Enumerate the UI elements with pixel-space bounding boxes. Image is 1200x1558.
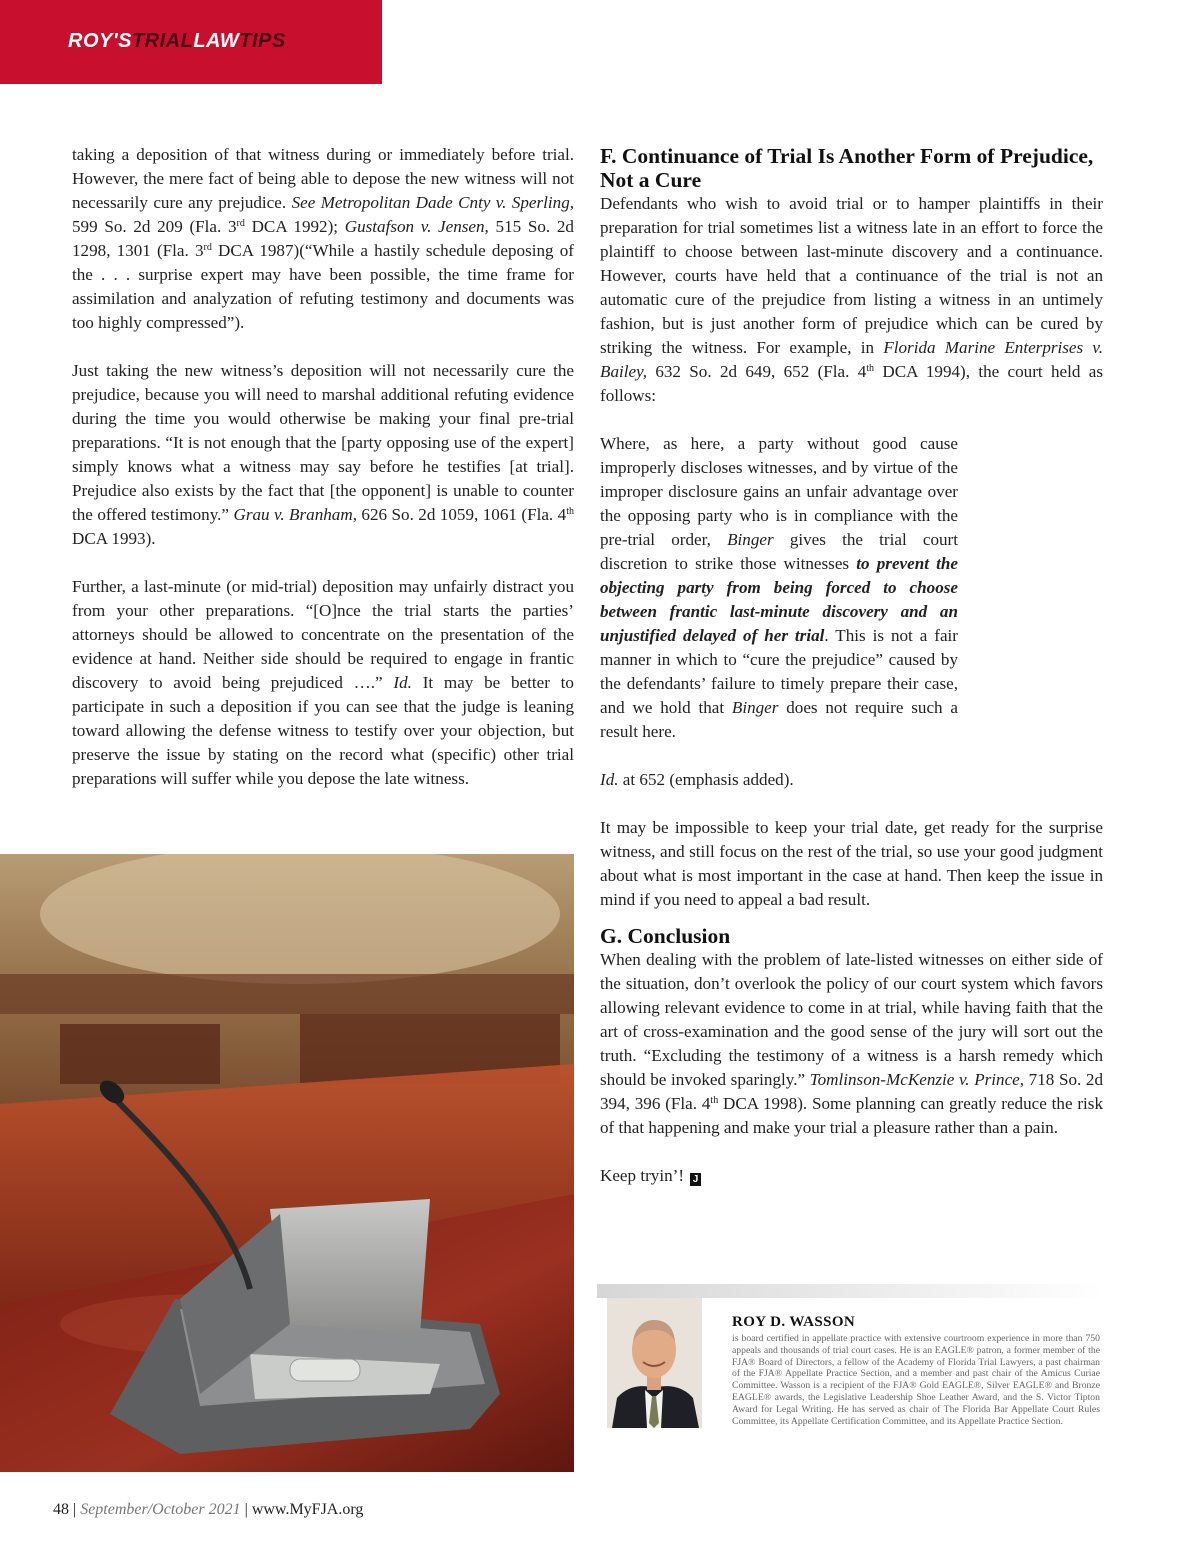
heading-conclusion: G. Conclusion xyxy=(600,924,731,948)
end-mark-icon: J xyxy=(690,1173,701,1186)
header-banner xyxy=(0,0,382,84)
block-quote: Where, as here, a party without good cause improperly discloses witnesses, and by virtue of the improper disclosure gains an unfair advantage over the opposing party who is in compliance with the pre-trial order, Binger gives the trial court discretion to strike those witnesses to prevent the objecting party from being forced to choose between frantic last-minute discovery and an unjustified delayed of her trial. This is not a fair manner in which to “cure the prejudice” caused by the defendants’ failure to timely prepare their case, and we hold that Binger does not require such a result here. xyxy=(600,434,958,741)
column-brand: ROY'STRIALLAWTIPS xyxy=(68,30,286,52)
author-bio: is board certified in appellate practice with extensive courtroom experience in more than 750 appeals and thousands of trial court cases. He is an EAGLE® patron, a former member of the FJA® Board of Directors, a fellow of the Academy of Florida Trial Lawyers, a past chairman of the FJA® Appellate Practice Section, and a member and past chair of the Amicus Curiae Committee. Wasson is a recipient of the FJA® Gold EAGLE®, Silver EAGLE® and Bronze EAGLE® awards, the Legislative Leadership Shoe Leather Award, and the S. Victor Tipton Award for Legal Writing. He has served as chair of The Florida Bar Appellate Court Rules Committee, its Appellate Certification Committee, and its Appellate Practice Section. xyxy=(732,1333,1100,1427)
page-footer: 48 | September/October 2021 | www.MyFJA.org xyxy=(53,1501,364,1518)
right-column xyxy=(600,143,1103,1212)
paragraph-conclusion: When dealing with the problem of late-listed witnesses on either side of the situation, don’t overlook the policy of our court system which favors allowing relevant evidence to come in at trial, while having faith that the art of cross-examination and the good sense of the jury will sort out the truth. “Excluding the testimony of a witness is a harsh remedy which should be invoked sparingly.” Tomlinson-McKenzie v. Prince, 718 So. 2d 394, 396 (Fla. 4th DCA 1998). Some planning can greatly reduce the risk of that happening and make your trial a pleasure rather than a pain. xyxy=(600,950,1103,1137)
signoff: Keep tryin’! J xyxy=(600,1164,1103,1188)
courtroom-illustration xyxy=(0,854,574,1472)
page-number: 48 xyxy=(53,1501,69,1518)
author-headshot xyxy=(607,1298,702,1428)
heading-continuance: F. Continuance of Trial Is Another Form of Prejudice, Not a Cure xyxy=(600,144,1094,192)
courtroom-microphone-photo xyxy=(0,854,574,1472)
paragraph-prejudice: Just taking the new witness’s deposition will not necessarily cure the prejudice, because you will need to marshal additional refuting evidence during the time you would otherwise be making your final pre-trial preparations. “It is not enough that the [party opposing use of the expert] simply knows what a witness may say before he testifies [at trial]. Prejudice also exists by the fact that [the opponent] is unable to counter the offered testimony.” Grau v. Branham, 626 So. 2d 1059, 1061 (Fla. 4th DCA 1993). xyxy=(72,361,574,548)
bio-divider xyxy=(597,1284,1103,1298)
paragraph-continuance: Defendants who wish to avoid trial or to hamper plaintiffs in their preparation for trial sometimes list a witness late in an effort to force the plaintiff to choose between last-minute discovery and a continuance. However, courts have held that a continuance of the trial is not an automatic cure of the prejudice from listing a witness in an untimely fashion, but is just another form of prejudice which can be cured by striking the witness. For example, in Florida Marine Enterprises v. Bailey, 632 So. 2d 649, 652 (Fla. 4th DCA 1994), the court held as follows: xyxy=(600,194,1103,405)
paragraph-impossible: It may be impossible to keep your trial date, get ready for the surprise witness, and still focus on the rest of the trial, so use your good judgment about what is most important in the case at hand. Then keep the issue in mind if you need to appeal a bad result. xyxy=(600,818,1103,909)
issue-date: September/October 2021 xyxy=(80,1501,241,1518)
paragraph-deposition: taking a deposition of that witness during or immediately before trial. However, the mere fact of being able to depose the new witness will not necessarily cure any prejudice. See Metropolitan Dade Cnty v. Sperling, 599 So. 2d 209 (Fla. 3rd DCA 1992); Gustafson v. Jensen, 515 So. 2d 1298, 1301 (Fla. 3rd DCA 1987)(“While a hastily schedule deposing of the . . . surprise expert may have been possible, the time frame for assimilation and analyzation of refuting testimony and documents was too highly compressed”). xyxy=(72,145,575,332)
author-name: ROY D. WASSON xyxy=(732,1314,856,1330)
left-column xyxy=(72,143,574,815)
headshot-illustration xyxy=(607,1298,702,1428)
paragraph-last-minute: Further, a last-minute (or mid-trial) deposition may unfairly distract you from your other preparations. “[O]nce the trial starts the parties’ attorneys should be allowed to concentrate on the presentation of the evidence at hand. Neither side should be required to engage in frantic discovery to avoid being prejudiced ….” Id. It may be better to participate in such a deposition if you can see that the judge is leaning toward allowing the defense witness to testify over your objection, but preserve the issue by stating on the record what (specific) other trial preparations will suffer while you depose the late witness. xyxy=(72,577,574,788)
citation-id: Id. at 652 (emphasis added). xyxy=(600,770,794,789)
website-link[interactable]: www.MyFJA.org xyxy=(251,1501,364,1518)
